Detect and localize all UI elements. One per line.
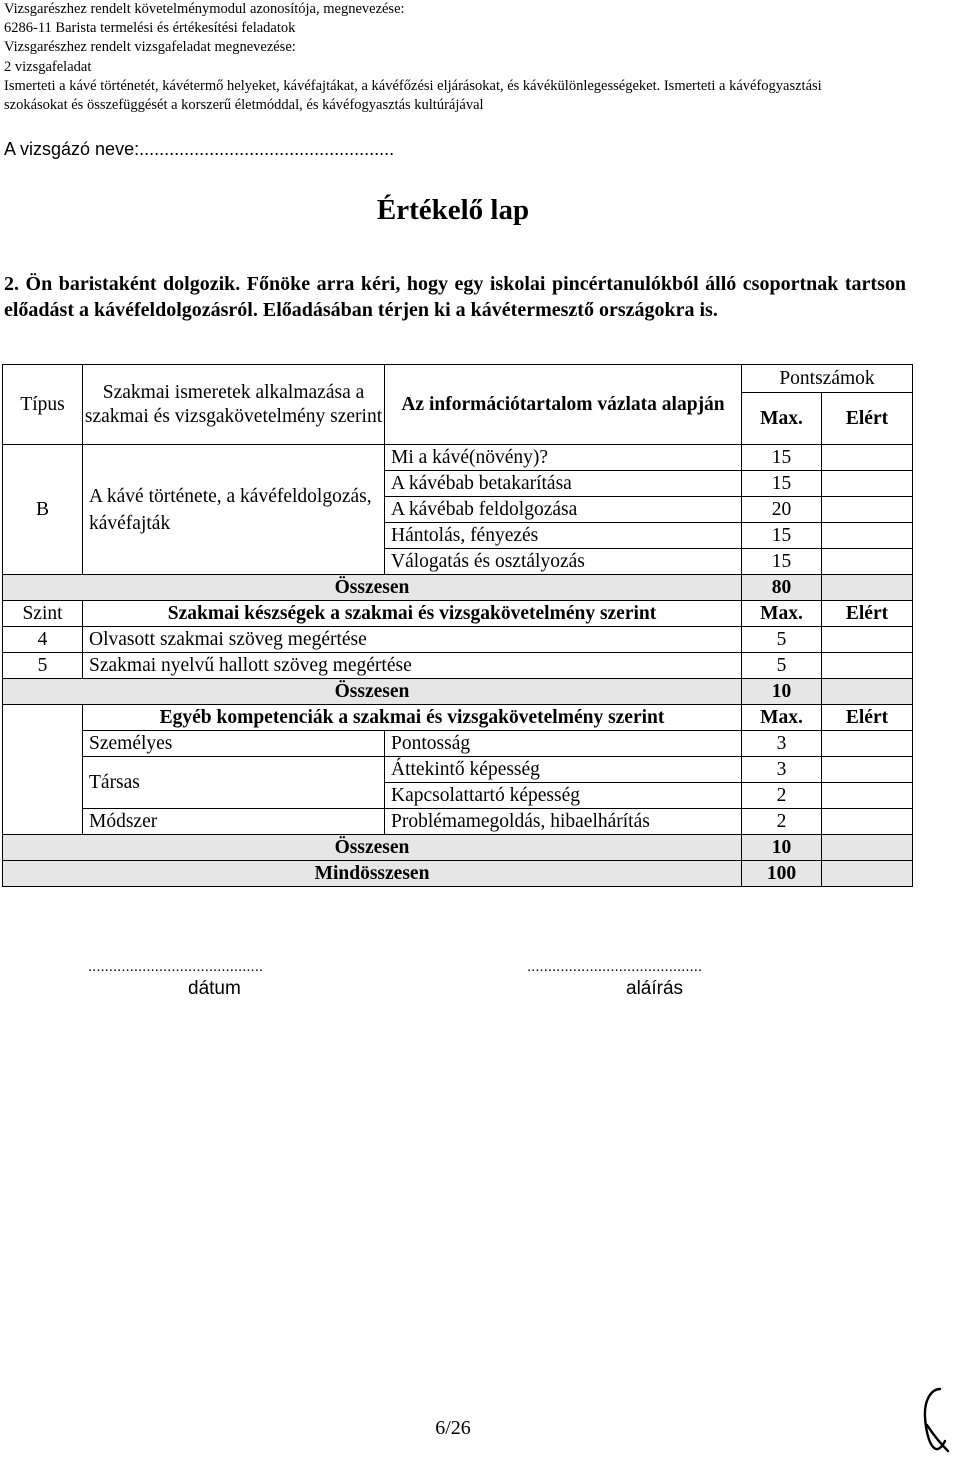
competency-group: Módszer xyxy=(83,809,385,835)
header-line: Ismerteti a kávé történetét, kávétermő helyeket, kávéfajtákat, a kávéfőzési eljárásokat, és kávékülönlegességeket. Ismerteti a kávéfogyasztási xyxy=(4,77,822,94)
max-header: Max. xyxy=(742,705,822,731)
achieved-points[interactable] xyxy=(822,523,913,549)
achieved-points[interactable] xyxy=(822,783,913,809)
subtotal-label: Összesen xyxy=(3,575,742,601)
achieved-points[interactable] xyxy=(822,445,913,471)
competency-item: Áttekintő képesség xyxy=(385,757,742,783)
date-label: dátum xyxy=(188,978,241,999)
achieved-points[interactable] xyxy=(822,497,913,523)
other-competencies-header: Egyéb kompetenciák a szakmai és vizsgakövetelmény szerint xyxy=(83,705,742,731)
max-points: 5 xyxy=(742,627,822,653)
outline-item: A kávébab feldolgozása xyxy=(385,497,742,523)
subtotal-max: 10 xyxy=(742,679,822,705)
document-header xyxy=(4,0,954,115)
max-points: 3 xyxy=(742,757,822,783)
handwritten-initial-icon xyxy=(918,1385,954,1457)
header-line: Vizsgarészhez rendelt vizsgafeladat megnevezése: xyxy=(4,39,296,56)
outline-item: Hántolás, fényezés xyxy=(385,523,742,549)
achieved-points[interactable] xyxy=(822,627,913,653)
level-header: Szint xyxy=(3,601,83,627)
max-points: 2 xyxy=(742,809,822,835)
subtotal-achieved[interactable] xyxy=(822,679,913,705)
skill-level: 5 xyxy=(3,653,83,679)
achieved-points[interactable] xyxy=(822,549,913,575)
max-points: 15 xyxy=(742,445,822,471)
achieved-points[interactable] xyxy=(822,653,913,679)
competency-item: Kapcsolattartó képesség xyxy=(385,783,742,809)
evaluation-table xyxy=(2,364,913,887)
achieved-header: Elért xyxy=(822,601,913,627)
type-header: Típus xyxy=(3,365,83,445)
subtotal-max: 80 xyxy=(742,575,822,601)
subtotal-achieved[interactable] xyxy=(822,575,913,601)
max-points: 15 xyxy=(742,471,822,497)
competency-item: Pontosság xyxy=(385,731,742,757)
skill-item: Olvasott szakmai szöveg megértése xyxy=(83,627,742,653)
achieved-points[interactable] xyxy=(822,731,913,757)
max-points: 3 xyxy=(742,731,822,757)
date-line: .......................................... xyxy=(88,958,264,975)
task-description: 2. Ön baristaként dolgozik. Főnöke arra kéri, hogy egy iskolai pincértanulókból álló csoportnak tartson előadást a kávéfeldolgozásról. Előadásában térjen ki a kávétermesztő országokra is. xyxy=(4,273,906,321)
signature-line: .......................................... xyxy=(527,958,703,975)
competency-group: Társas xyxy=(83,757,385,809)
knowledge-value: A kávé története, a kávéfeldolgozás, kávéfajták xyxy=(83,445,385,575)
achieved-points[interactable] xyxy=(822,809,913,835)
achieved-points[interactable] xyxy=(822,471,913,497)
points-header: Pontszámok xyxy=(742,365,913,393)
competency-item: Problémamegoldás, hibaelhárítás xyxy=(385,809,742,835)
outline-item: A kávébab betakarítása xyxy=(385,471,742,497)
skills-header: Szakmai készségek a szakmai és vizsgakövetelmény szerint xyxy=(83,601,742,627)
examinee-name-field: A vizsgázó neve:................................................... xyxy=(4,139,395,159)
header-line: szokásokat és összefüggését a korszerű életmóddal, és kávéfogyasztás kultúrájával xyxy=(4,97,484,114)
competency-group: Személyes xyxy=(83,731,385,757)
max-header: Max. xyxy=(742,393,822,445)
max-points: 5 xyxy=(742,653,822,679)
outline-item: Mi a kávé(növény)? xyxy=(385,445,742,471)
grand-total-achieved[interactable] xyxy=(822,861,913,887)
subtotal-label: Összesen xyxy=(3,679,742,705)
header-line: 6286-11 Barista termelési és értékesítési feladatok xyxy=(4,20,296,37)
page-title: Értékelő lap xyxy=(376,194,530,226)
max-points: 15 xyxy=(742,523,822,549)
max-points: 20 xyxy=(742,497,822,523)
header-line: Vizsgarészhez rendelt követelménymodul azonosítója, megnevezése: xyxy=(4,1,405,17)
knowledge-header: Szakmai ismeretek alkalmazása a szakmai és vizsgakövetelmény szerint xyxy=(83,365,385,445)
subtotal-max: 10 xyxy=(742,835,822,861)
achieved-header: Elért xyxy=(822,393,913,445)
max-header: Max. xyxy=(742,601,822,627)
outline-header: Az információtartalom vázlata alapján xyxy=(385,365,742,445)
type-value: B xyxy=(3,445,83,575)
header-line: 2 vizsgafeladat xyxy=(4,58,92,75)
skill-level: 4 xyxy=(3,627,83,653)
page-number: 6/26 xyxy=(435,1417,471,1439)
signature-label: aláírás xyxy=(626,978,684,999)
skill-item: Szakmai nyelvű hallott szöveg megértése xyxy=(83,653,742,679)
achieved-header: Elért xyxy=(822,705,913,731)
grand-total-label: Mindösszesen xyxy=(3,861,742,887)
outline-item: Válogatás és osztályozás xyxy=(385,549,742,575)
max-points: 2 xyxy=(742,783,822,809)
grand-total-max: 100 xyxy=(742,861,822,887)
subtotal-label: Összesen xyxy=(3,835,742,861)
max-points: 15 xyxy=(742,549,822,575)
blank-cell xyxy=(3,705,83,835)
achieved-points[interactable] xyxy=(822,757,913,783)
subtotal-achieved[interactable] xyxy=(822,835,913,861)
